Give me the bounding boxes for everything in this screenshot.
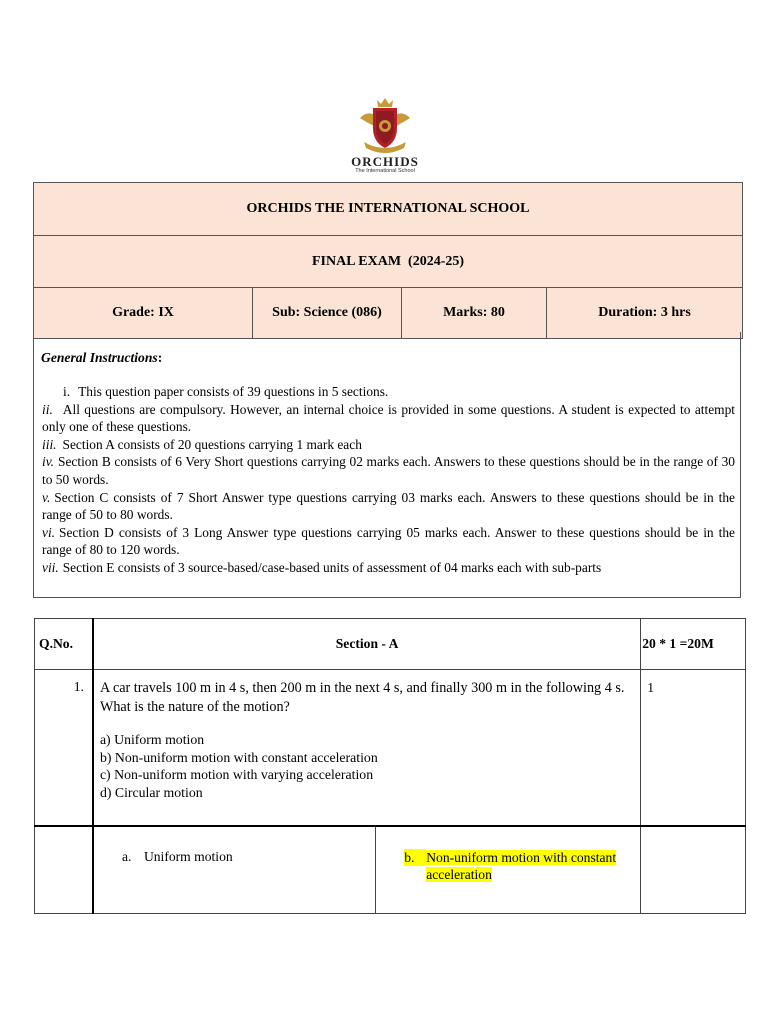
subject-cell: Sub: Science (086) — [253, 288, 402, 339]
instruction-item: vii. Section E consists of 3 source-based/case-based units of assessment of 04 marks each with sub-parts — [42, 559, 602, 575]
answer-choice-b — [376, 826, 641, 914]
option-b: b) Non-uniform motion with constant acceleration — [99, 749, 378, 765]
question-number: 1. — [35, 670, 93, 826]
highlighted-answer-text: Non-uniform motion with constant acceleration — [426, 849, 617, 883]
instruction-item: i. This question paper consists of 39 questions in 5 sections. — [63, 384, 389, 399]
duration-cell: Duration: 3 hrs — [547, 288, 743, 339]
answer-choice-a: a. Uniform motion — [93, 826, 376, 914]
section-title: Section - A — [93, 619, 641, 670]
school-name: ORCHIDS THE INTERNATIONAL SCHOOL — [34, 183, 743, 236]
highlighted-answer: b. Non-uniform motion with constant acceleration — [404, 849, 640, 884]
question-marks: 1 — [641, 670, 746, 826]
instructions-title: General Instructions: — [41, 350, 163, 365]
marks-cell: Marks: 80 — [402, 288, 547, 339]
instruction-item: v. Section C consists of 7 Short Answer type questions carrying 03 marks each. Answers to these questions should be in the range of 50 to 80 words. — [42, 489, 735, 523]
instruction-item: ii. All questions are compulsory. However, an internal choice is provided in some questions. A student is expected to attempt only one of these questions. — [42, 401, 735, 435]
instructions-list — [42, 383, 735, 577]
qno-header: Q.No. — [35, 619, 93, 670]
question-options — [100, 731, 634, 801]
answer-marks-cell — [641, 826, 746, 914]
logo-tagline: The International School — [355, 168, 415, 174]
exam-header-table — [33, 182, 743, 339]
exam-title: FINAL EXAM (2024-25) — [34, 236, 743, 288]
option-c: c) Non-uniform motion with varying acceleration — [99, 767, 374, 783]
logo-brand-text: ORCHIDS — [351, 154, 419, 169]
option-a: a) Uniform motion — [99, 732, 205, 747]
grade-cell: Grade: IX — [34, 288, 253, 339]
question-text: A car travels 100 m in 4 s, then 200 m in the next 4 s, and finally 300 m in the following 4 s. What is the nature of the motion? — [99, 680, 625, 715]
option-d: d) Circular motion — [99, 784, 203, 800]
crest-icon — [340, 96, 430, 156]
section-marks-header: 20 * 1 =20M — [641, 619, 746, 670]
section-a-table — [34, 618, 746, 914]
general-instructions — [33, 332, 741, 598]
instruction-item: iii. Section A consists of 20 questions carrying 1 mark each — [42, 436, 362, 452]
question-body — [93, 670, 641, 826]
instruction-item: vi. Section D consists of 3 Long Answer type questions carrying 05 marks each. Answer to these questions should be in the range of 80 to 120 words. — [42, 524, 735, 558]
instruction-item: iv. Section B consists of 6 Very Short questions carrying 02 marks each. Answers to these questions should be in the range of 30 to 50 words. — [42, 454, 735, 487]
school-logo — [340, 96, 430, 176]
answer-empty-cell — [35, 826, 93, 914]
